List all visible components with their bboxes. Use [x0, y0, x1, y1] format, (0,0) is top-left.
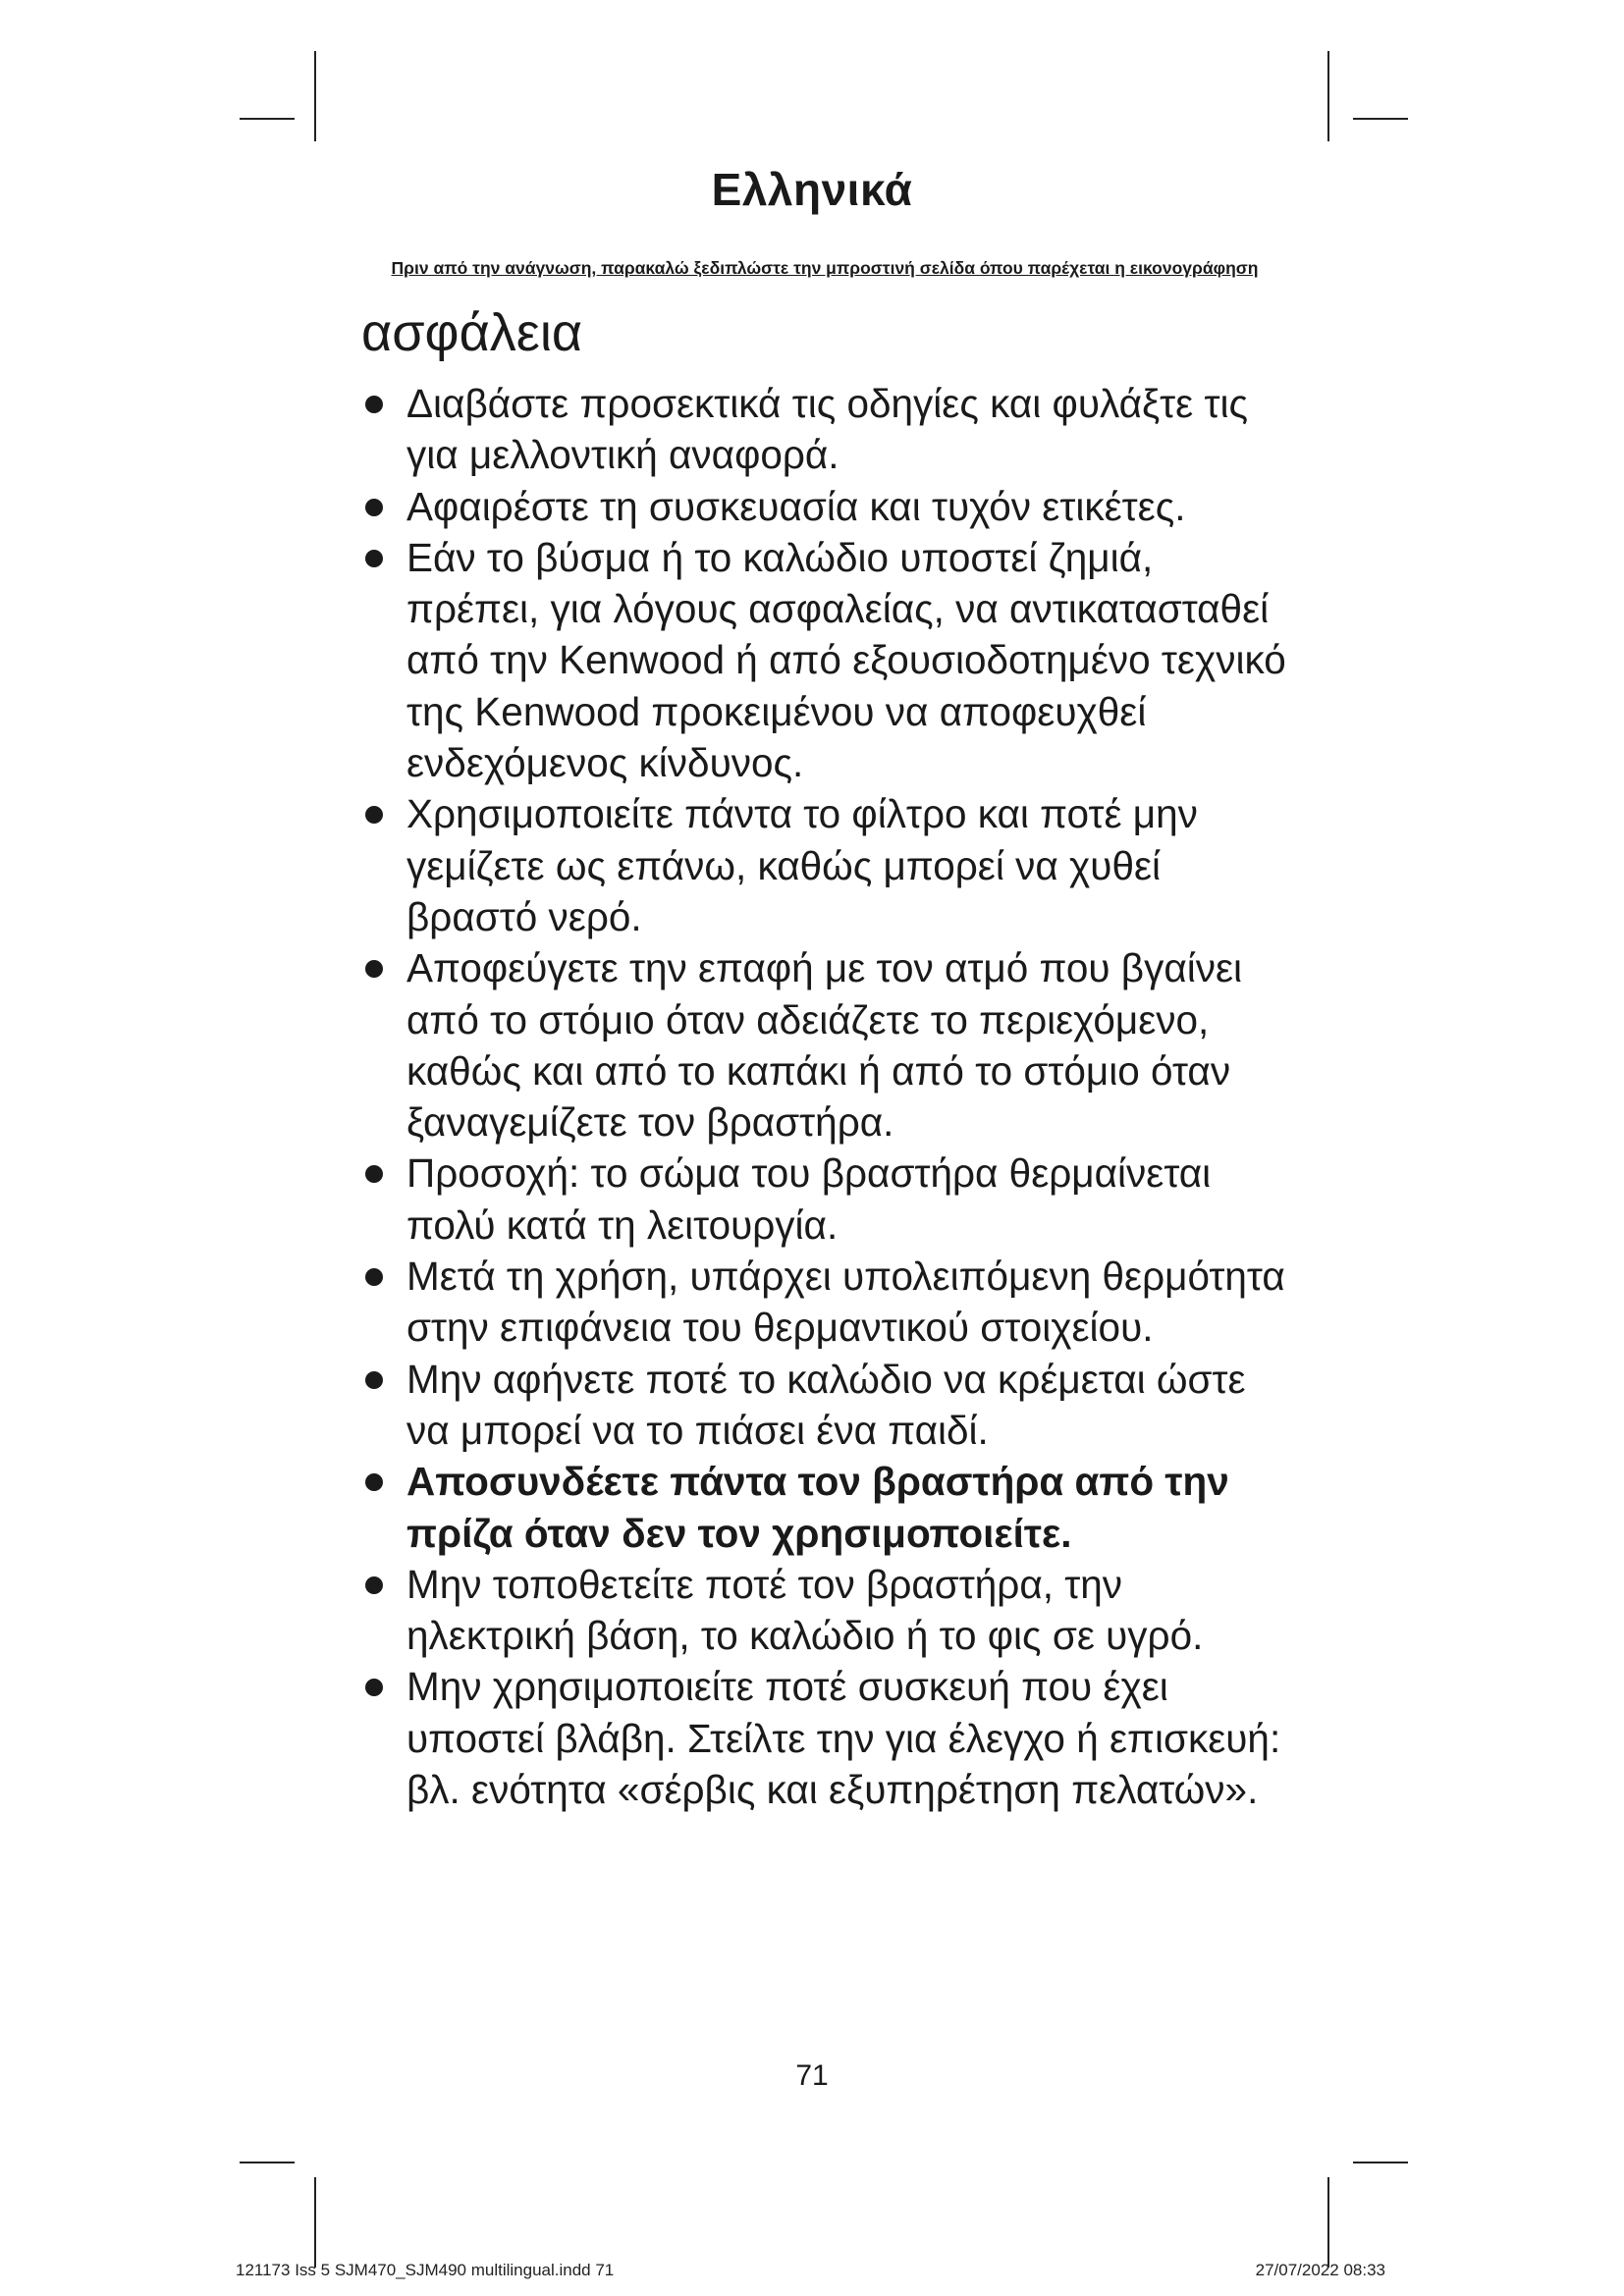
bullet-text: Αφαιρέστε τη συσκευασία και τυχόν ετικέτες.	[406, 483, 1186, 529]
bullet-item	[361, 1661, 1294, 1815]
crop-mark-bottom-left-h	[240, 2162, 295, 2163]
crop-mark-bottom-right-v	[1327, 2177, 1329, 2268]
bullet-item	[361, 1559, 1294, 1662]
bullet-dot-icon	[365, 1473, 383, 1491]
bullet-item-bold	[361, 1456, 1294, 1559]
bullet-text: Χρησιμοποιείτε πάντα το φίλτρο και ποτέ μην γεμίζετε ως επάνω, καθώς μπορεί να χυθεί βραστό νερό.	[406, 791, 1198, 939]
bullet-item	[361, 1251, 1294, 1354]
bullet-item	[361, 1354, 1294, 1457]
bullet-dot-icon	[365, 1165, 383, 1183]
bullet-item	[361, 942, 1294, 1148]
bullet-dot-icon	[365, 550, 383, 567]
crop-mark-bottom-right-h	[1353, 2162, 1408, 2163]
crop-mark-top-right-h	[1353, 118, 1408, 120]
bullet-text: Προσοχή: το σώμα του βραστήρα θερμαίνεται πολύ κατά τη λειτουργία.	[406, 1150, 1212, 1248]
bullet-text: Μην αφήνετε ποτέ το καλώδιο να κρέμεται ώστε να μπορεί να το πιάσει ένα παιδί.	[406, 1356, 1246, 1453]
page-title: Ελληνικά	[711, 164, 913, 215]
unfold-note: Πριν από την ανάγνωση, παρακαλώ ξεδιπλώστε την μπροστινή σελίδα όπου παρέχεται η εικονογράφηση	[391, 258, 1259, 278]
safety-bullet-list	[361, 378, 1294, 1815]
crop-mark-top-right-v	[1327, 51, 1329, 141]
print-slug-file: 121173 Iss 5 SJM470_SJM490 multilingual.indd 71	[236, 2261, 615, 2279]
bullet-dot-icon	[365, 396, 383, 413]
bullet-dot-icon	[365, 1268, 383, 1286]
print-slug-date: 27/07/2022 08:33	[1255, 2261, 1385, 2279]
bullet-dot-icon	[365, 960, 383, 978]
bullet-dot-icon	[365, 1679, 383, 1696]
bullet-text: Μην χρησιμοποιείτε ποτέ συσκευή που έχει υποστεί βλάβη. Στείλτε την για έλεγχο ή επισκευή: βλ. ενότητα «σέρβις και εξυπηρέτηση πελατών».	[406, 1664, 1281, 1813]
bullet-text: Αποσυνδέετε πάντα τον βραστήρα από την πρίζα όταν δεν τον χρησιμοποιείτε.	[406, 1459, 1229, 1556]
bullet-dot-icon	[365, 499, 383, 516]
bullet-item	[361, 481, 1294, 532]
crop-mark-bottom-left-v	[314, 2177, 316, 2268]
bullet-dot-icon	[365, 806, 383, 824]
bullet-text: Μετά τη χρήση, υπάρχει υπολειπόμενη θερμότητα στην επιφάνεια του θερμαντικού στοιχείου.	[406, 1254, 1285, 1351]
bullet-item	[361, 1148, 1294, 1251]
bullet-dot-icon	[365, 1576, 383, 1594]
bullet-text: Αποφεύγετε την επαφή με τον ατμό που βγαίνει από το στόμιο όταν αδειάζετε το περιεχόμενο, καθώς και από το καπάκι ή από το στόμιο όταν ξαναγεμίζετε τον βραστήρα.	[406, 945, 1243, 1146]
bullet-dot-icon	[365, 1371, 383, 1389]
bullet-text: Διαβάστε προσεκτικά τις οδηγίες και φυλάξτε τις για μελλοντική αναφορά.	[406, 381, 1248, 478]
bullet-item	[361, 532, 1294, 788]
crop-mark-top-left-h	[240, 118, 295, 120]
page-number: 71	[795, 2059, 829, 2092]
bullet-text: Εάν το βύσμα ή το καλώδιο υποστεί ζημιά, πρέπει, για λόγους ασφαλείας, να αντικατασταθεί από την Kenwood ή από εξουσιοδοτημένο τεχνικό της Kenwood προκειμένου να αποφευχθεί ενδεχόμενος κίνδυνος.	[406, 534, 1286, 786]
section-title-safety: ασφάλεια	[361, 303, 583, 362]
crop-mark-top-left-v	[314, 51, 316, 141]
bullet-item	[361, 378, 1294, 481]
bullet-text: Μην τοποθετείτε ποτέ τον βραστήρα, την ηλεκτρική βάση, το καλώδιο ή το φις σε υγρό.	[406, 1561, 1204, 1659]
bullet-item	[361, 788, 1294, 942]
